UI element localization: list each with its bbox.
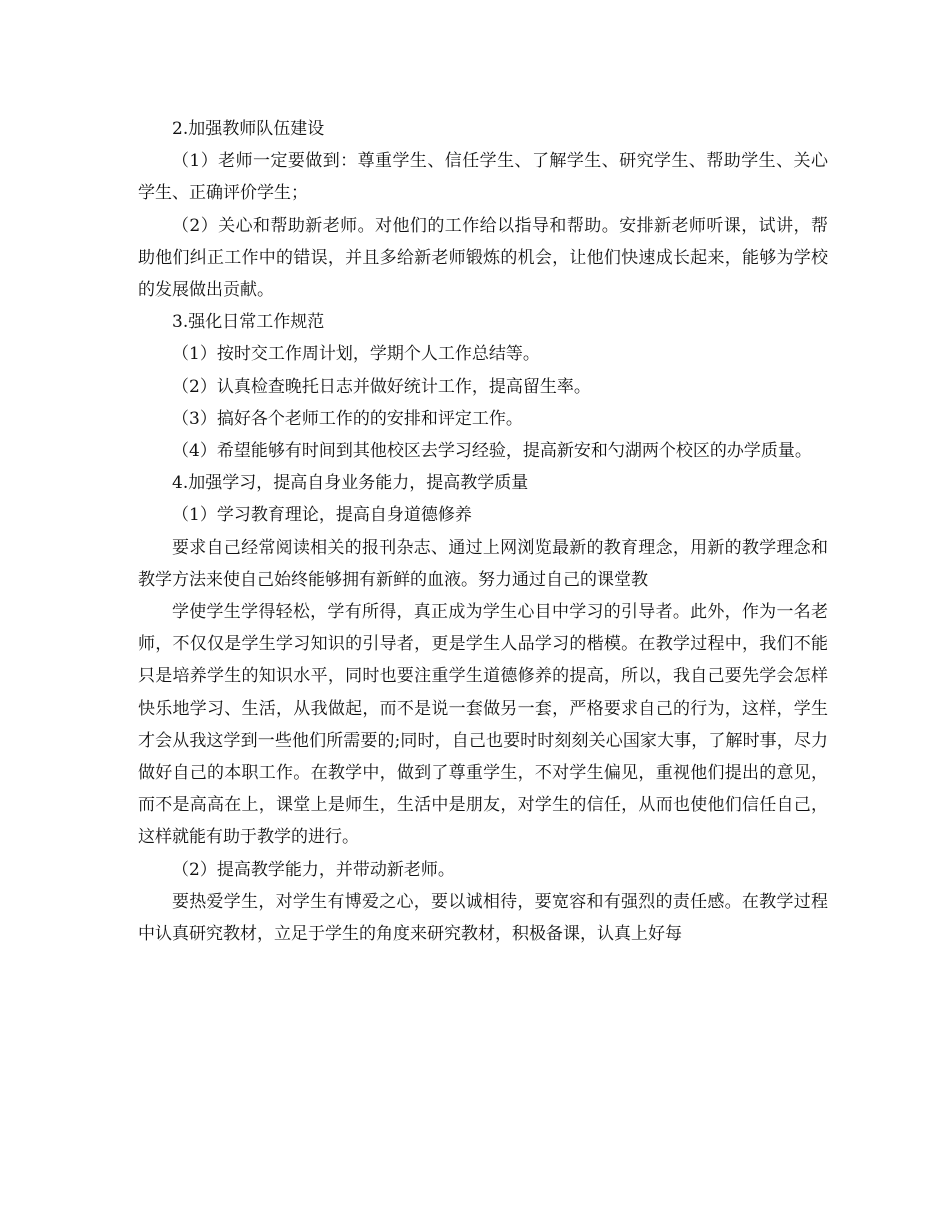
subsection-heading: （1）学习教育理论，提高自身道德修养 <box>172 505 472 526</box>
subsection-heading: （2）提高教学能力，并带动新老师。 <box>172 859 455 880</box>
paragraph: （1）按时交工作周计划，学期个人工作总结等。 <box>172 344 540 365</box>
paragraph: （1）老师一定要做到：尊重学生、信任学生、了解学生、研究学生、帮助学生、关心学生、正确评价学生； <box>138 151 828 204</box>
section-heading: 4.加强学习，提高自身业务能力，提高教学质量 <box>172 473 529 494</box>
document-body <box>138 113 828 950</box>
paragraph: 要求自己经常阅读相关的报刊杂志、通过上网浏览最新的教育理念，用新的教学理念和教学方法来使自己始终能够拥有新鲜的血液。努力通过自己的课堂教 <box>138 537 828 590</box>
section-heading: 3.强化日常工作规范 <box>172 312 325 333</box>
paragraph: （2）关心和帮助新老师。对他们的工作给以指导和帮助。安排新老师听课，试讲，帮助他们纠正工作中的错误，并且多给新老师锻炼的机会，让他们快速成长起来，能够为学校的发展做出贡献。 <box>138 215 828 301</box>
paragraph: （3）搞好各个老师工作的的安排和评定工作。 <box>172 408 523 429</box>
paragraph: （2）认真检查晚托日志并做好统计工作，提高留生率。 <box>172 376 591 397</box>
paragraph: 学使学生学得轻松，学有所得，真正成为学生心目中学习的引导者。此外，作为一名老师，不仅仅是学生学习知识的引导者，更是学生人品学习的楷模。在教学过程中，我们不能只是培养学生的知识水平，同时也要注重学生道德修养的提高，所以，我自己要先学会怎样快乐地学习、生活，从我做起，而不是说一套做另一套，严格要求自己的行为，这样，学生才会从我这学到一些他们所需要的;同时，自己也要时时刻刻关心国家大事，了解时事，尽力做好自己的本职工作。在教学中，做到了尊重学生，不对学生偏见，重视他们提出的意见，而不是高高在上，课堂上是师生，生活中是朋友，对学生的信任，从而也使他们信任自己，这样就能有助于教学的进行。 <box>138 602 828 848</box>
paragraph: （4）希望能够有时间到其他校区去学习经验，提高新安和勺湖两个校区的办学质量。 <box>172 441 812 462</box>
paragraph: 要热爱学生，对学生有博爱之心，要以诚相待，要宽容和有强烈的责任感。在教学过程中认真研究教材，立足于学生的角度来研究教材，积极备课，认真上好每 <box>138 891 828 945</box>
section-heading: 2.加强教师队伍建设 <box>172 119 325 139</box>
